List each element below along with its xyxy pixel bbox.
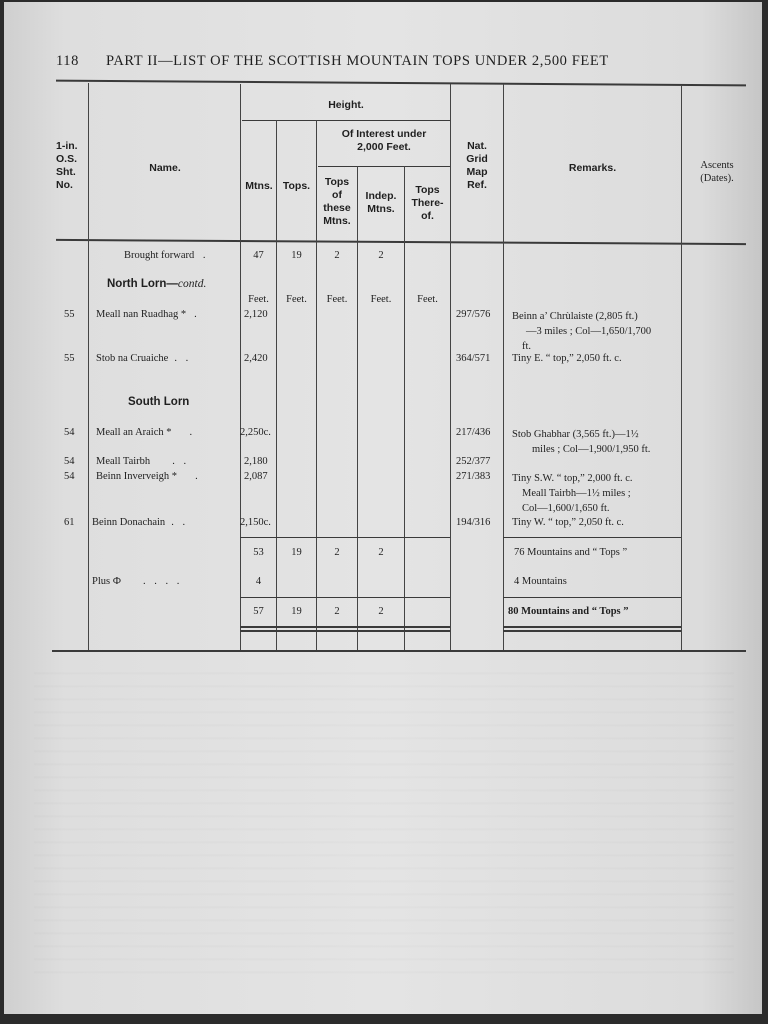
page-bleed-texture (34, 662, 734, 982)
subtotal-tops-of-these: 2 (334, 547, 340, 558)
row2-height: 2,420 (244, 353, 268, 364)
plus-label: Plus Ф . . . . (92, 576, 183, 587)
row2-grid: 364/571 (456, 353, 491, 364)
subtotal-mtns: 53 (253, 547, 264, 558)
row2-sheet: 55 (64, 353, 75, 364)
total-tops: 19 (291, 606, 302, 617)
col-divider-sheet (88, 83, 89, 650)
col-header-sheet: 1-in. O.S. Sht. No. (56, 140, 78, 191)
col-header-tops-thereof: Tops There- of. (411, 184, 444, 222)
row4-grid: 252/377 (456, 456, 491, 467)
col-divider-indep (404, 166, 405, 650)
brought-forward-label: Brought forward . (124, 250, 206, 261)
unit-tops-thereof: Feet. (417, 294, 438, 305)
col-divider-tops-of-these (357, 166, 358, 650)
row4-height: 2,180 (244, 456, 268, 467)
row3-sheet: 54 (64, 427, 75, 438)
unit-indep: Feet. (370, 294, 392, 305)
bf-mtns: 47 (253, 250, 264, 261)
total-remarks: 80 Mountains and “ Tops ” (508, 606, 629, 617)
table-bottom-rule (52, 650, 746, 652)
unit-tops: Feet. (286, 294, 307, 305)
table-top-rule (56, 80, 746, 87)
total-rule-left-1 (240, 626, 450, 628)
col-header-tops: Tops. (282, 180, 311, 192)
subtotal-remarks: 76 Mountains and “ Tops ” (514, 547, 628, 558)
col-header-tops-of-these: Tops of these Mtns. (323, 176, 351, 227)
height-subrule (242, 120, 450, 121)
row5-sheet: 54 (64, 471, 75, 482)
section-south-lorn: South Lorn (128, 396, 190, 408)
section-north-lorn: North Lorn—contd. (107, 278, 207, 290)
row3-name: Meall an Araich * . (96, 427, 193, 438)
row5-remarks: Tiny S.W. “ top,” 2,000 ft. c. Meall Tairbh—1½ miles ; Col—1,600/1,650 ft. (512, 473, 633, 514)
col-header-grid: Nat. Grid Map Ref. (466, 140, 488, 191)
row6-grid: 194/316 (456, 517, 491, 528)
total-rule-left-2 (240, 630, 450, 632)
row1-height: 2,120 (244, 309, 268, 320)
row1-name: Meall nan Ruadhag * . (96, 309, 197, 320)
total-rule-right-1 (503, 626, 681, 628)
unit-mtns: Feet. (248, 294, 269, 305)
row6-remarks: Tiny W. “ top,” 2,050 ft. c. (512, 517, 624, 528)
plus-mtns: 4 (255, 576, 262, 587)
bf-indep: 2 (378, 250, 384, 261)
col-header-indep: Indep. Mtns. (365, 190, 397, 215)
col-header-remarks: Remarks. (568, 162, 617, 174)
row5-height: 2,087 (244, 471, 268, 482)
row5-name: Beinn Inverveigh * . (96, 471, 198, 482)
plus-remarks: 4 Mountains (514, 576, 567, 587)
row5-grid: 271/383 (456, 471, 491, 482)
subtotal-indep: 2 (378, 547, 384, 558)
col-header-of-interest: Of Interest under 2,000 Feet. (341, 128, 427, 153)
col-divider-name (240, 84, 241, 650)
col-divider-mtns (276, 120, 277, 650)
row6-height: 2,150c. (240, 517, 271, 528)
book-page (4, 2, 762, 1014)
plus-rule-left (240, 597, 450, 598)
total-mtns: 57 (253, 606, 264, 617)
col-header-mtns: Mtns. (245, 180, 273, 192)
row4-sheet: 54 (64, 456, 75, 467)
col-header-ascents: Ascents (Dates). (700, 160, 734, 184)
header-bottom-rule (56, 239, 746, 245)
subtotal-rule-right (503, 537, 681, 538)
row2-name: Stob na Cruaiche . . (96, 353, 192, 364)
bf-tops-of-these: 2 (334, 250, 340, 261)
col-header-name: Name. (149, 162, 181, 174)
total-rule-right-2 (503, 630, 681, 632)
unit-tops-of-these: Feet. (326, 294, 348, 305)
row3-remarks: Stob Ghabhar (3,565 ft.)—1½ miles ; Col—1,900/1,950 ft. (512, 429, 651, 455)
subtotal-rule-left (240, 537, 450, 538)
row6-sheet: 61 (64, 517, 75, 528)
page-number: 118 (56, 53, 80, 69)
row1-grid: 297/576 (456, 309, 491, 320)
row6-name: Beinn Donachain . . (92, 517, 189, 528)
page-title: PART II—LIST OF THE SCOTTISH MOUNTAIN TOPS UNDER 2,500 FEET (106, 53, 609, 69)
interest-subrule (318, 166, 450, 167)
row4-name: Meall Tairbh . . (96, 456, 190, 467)
row3-grid: 217/436 (456, 427, 491, 438)
row2-remarks: Tiny E. “ top,” 2,050 ft. c. (512, 353, 622, 364)
plus-rule-right (503, 597, 681, 598)
total-tops-of-these: 2 (334, 606, 340, 617)
subtotal-tops: 19 (291, 547, 302, 558)
col-header-height: Height. (328, 99, 364, 111)
row1-sheet: 55 (64, 309, 75, 320)
row3-height: 2,250c. (240, 427, 271, 438)
total-indep: 2 (378, 606, 384, 617)
bf-tops: 19 (291, 250, 302, 261)
row1-remarks: Beinn a’ Chrùlaiste (2,805 ft.) —3 miles ; Col—1,650/1,700 ft. (512, 311, 652, 352)
